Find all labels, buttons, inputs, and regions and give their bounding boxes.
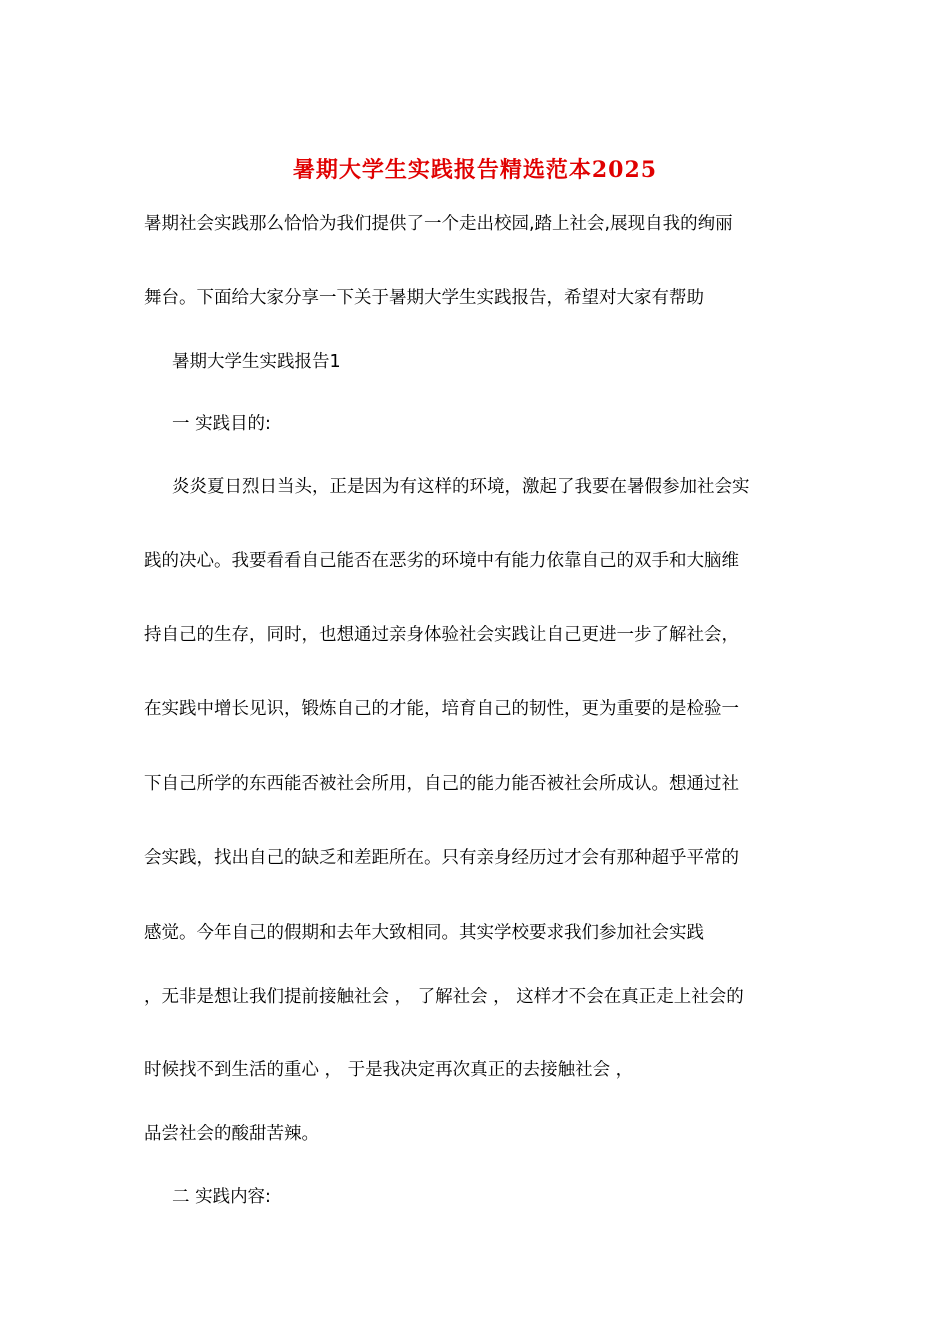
paragraph-line: 在实践中增长见识，锻炼自己的才能，培育自己的韧性，更为重要的是检验一 [144, 699, 739, 719]
paragraph-line: 会实践，找出自己的缺乏和差距所在。只有亲身经历过才会有那种超乎平常的 [144, 848, 739, 868]
section-heading: 一 实践目的: [172, 414, 271, 434]
section-heading: 二 实践内容: [172, 1187, 271, 1207]
paragraph-line: ，无非是想让我们提前接触社会 ， 了解社会 ， 这样才不会在真正走上社会的 [144, 987, 744, 1007]
paragraph-line: 品尝社会的酸甜苦辣。 [144, 1124, 319, 1144]
paragraph-line: 舞台。下面给大家分享一下关于暑期大学生实践报告，希望对大家有帮助 [144, 288, 704, 308]
paragraph-line: 感觉。今年自己的假期和去年大致相同。其实学校要求我们参加社会实践 [144, 923, 704, 943]
paragraph-line: 持自己的生存，同时，也想通过亲身体验社会实践让自己更进一步了解社会， [144, 625, 739, 645]
section-heading: 暑期大学生实践报告1 [172, 352, 341, 372]
paragraph-line: 炎炎夏日烈日当头，正是因为有这样的环境，激起了我要在暑假参加社会实 [172, 477, 750, 497]
paragraph-line: 下自己所学的东西能否被社会所用，自己的能力能否被社会所成认。想通过社 [144, 774, 739, 794]
paragraph-line: 时候找不到生活的重心 ， 于是我决定再次真正的去接触社会 ， [144, 1060, 634, 1080]
paragraph-line: 暑期社会实践那么恰恰为我们提供了一个走出校园,踏上社会,展现自我的绚丽 [144, 214, 733, 234]
paragraph-line: 践的决心。我要看看自己能否在恶劣的环境中有能力依靠自己的双手和大脑维 [144, 551, 739, 571]
document-title: 暑期大学生实践报告精选范本2025 [292, 157, 658, 183]
